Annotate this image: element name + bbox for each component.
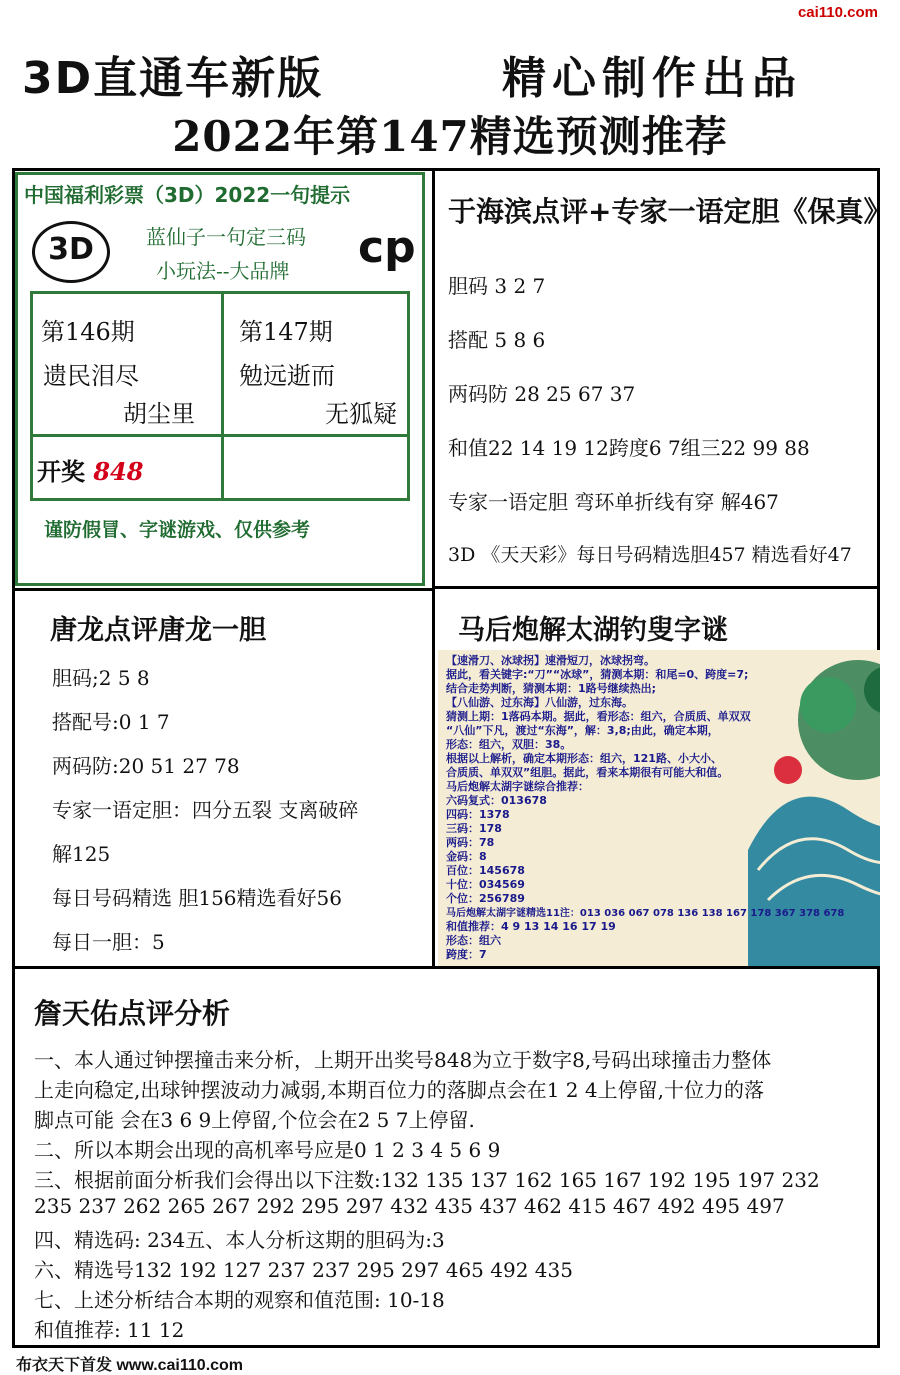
- bottom-section-divider: [12, 966, 880, 969]
- draw-number: 848: [93, 457, 144, 486]
- site-watermark-bottom: [744, 1352, 894, 1372]
- yu-line-2: 搭配 5 8 6: [448, 328, 546, 352]
- riddle-line: 马后炮解太湖字谜综合推荐：: [446, 780, 589, 793]
- riddle-line: 三码：178: [446, 822, 502, 835]
- riddle-line: 形态：组六: [446, 934, 501, 947]
- riddle-line: 猜测上期：1落码本期。据此，看形态：组六，合质质、单双双: [446, 710, 751, 723]
- tang-line-4: 专家一语定胆：四分五裂 支离破碎: [52, 798, 359, 822]
- riddle-line: 跨度：7: [446, 948, 487, 961]
- zhan-line-1: 一、本人通过钟摆撞击来分析，上期开出奖号848为立于数字8,号码出球撞击力整体: [34, 1048, 772, 1072]
- footer-text: 布衣天下首发 www.cai110.com: [16, 1357, 244, 1374]
- riddle-line: 形态：组六，双胆：38。: [446, 738, 572, 751]
- period-147-riddle-b: 无狐疑: [325, 400, 397, 428]
- riddle-line: 金码：8: [446, 850, 487, 863]
- riddle-line: 十位：034569: [446, 878, 525, 891]
- card-head: 中国福利彩票（3D）2022一句提示: [24, 183, 351, 207]
- period-146: 第146期: [41, 318, 135, 346]
- period-147: 第147期: [239, 318, 333, 346]
- riddle-line: 两码：78: [446, 836, 495, 849]
- riddle-line: “八仙”下凡，渡过“东海”，解：3,8;由此，确定本期，: [446, 724, 719, 737]
- riddle-line: 和值推荐：4 9 13 14 16 17 19: [446, 920, 616, 933]
- zhan-line-10: 和值推荐: 11 12: [34, 1318, 185, 1342]
- yu-title: 于海滨点评+专家一语定胆《保真》: [448, 195, 892, 228]
- riddle-line: 据此，看关键字:“刀”“冰球”，猜测本期：和尾=0、跨度=7;: [446, 668, 749, 681]
- riddle-line: 结合走势判断，猜测本期：1路号继续热出;: [446, 682, 657, 695]
- header-right-title: 精心制作出品: [502, 53, 802, 104]
- column-divider: [432, 168, 435, 966]
- logo-3d-icon: 3D: [32, 221, 110, 283]
- yu-line-3: 两码防 28 25 67 37: [448, 382, 636, 406]
- zhan-line-7: 四、精选码: 234五、本人分析这期的胆码为:3: [34, 1228, 445, 1252]
- riddle-line: 百位：145678: [446, 864, 525, 877]
- yu-line-4: 和值22 14 19 12跨度6 7组三22 99 88: [448, 436, 810, 460]
- riddle-line: 【速滑刀、冰球拐】速滑短刀，冰球拐弯。: [446, 654, 655, 667]
- yu-line-5: 专家一语定胆 弯环单折线有穿 解467: [448, 490, 779, 514]
- draw-label: 开奖: [37, 457, 85, 486]
- tang-line-7: 每日一胆：5: [52, 930, 165, 954]
- ma-title: 马后炮解太湖钓叟字谜: [458, 615, 728, 646]
- riddle-line: 个位：256789: [446, 892, 525, 905]
- period-146-riddle-b: 胡尘里: [123, 400, 195, 428]
- zhan-line-8: 六、精选号132 192 127 237 237 295 297 465 492 435: [34, 1258, 573, 1282]
- riddle-line: 六码复式：013678: [446, 794, 547, 807]
- header-subtitle: 2022年第147精选预测推荐: [172, 112, 728, 161]
- tang-line-1: 胆码;2 5 8: [52, 666, 150, 690]
- tang-line-5: 解125: [52, 842, 111, 866]
- logo-cp-icon: cp: [358, 222, 416, 273]
- card-note: 谨防假冒、字谜游戏、仅供参考: [44, 519, 311, 541]
- tang-line-2: 搭配号:0 1 7: [52, 710, 170, 734]
- riddle-grid: [30, 291, 410, 501]
- grid-v-line: [221, 294, 224, 498]
- period-146-riddle-a: 遗民泪尽: [43, 362, 139, 390]
- riddle-line: 合质质、单双双”组胆。据此，看来本期很有可能大和值。: [446, 766, 729, 779]
- riddle-line: 四码：1378: [446, 808, 510, 821]
- riddle-line: 马后炮解太湖字谜精选11注：013 036 067 078 136 138 167 178 367 378 678: [446, 908, 845, 919]
- tang-line-6: 每日号码精选 胆156精选看好56: [52, 886, 342, 910]
- zhan-line-2: 上走向稳定,出球钟摆波动力减弱,本期百位力的落脚点会在1 2 4上停留,十位力的落: [34, 1078, 764, 1102]
- grid-h-line: [33, 434, 407, 437]
- header-left-title: 3D直通车新版: [22, 53, 324, 104]
- zhan-line-5: 三、根据前面分析我们会得出以下注数:132 135 137 162 165 167 192 195 197 232: [34, 1168, 820, 1192]
- yu-line-1: 胆码 3 2 7: [448, 274, 546, 298]
- zhan-line-3: 脚点可能 会在3 6 9上停留,个位会在2 5 7上停留.: [34, 1108, 475, 1132]
- period-147-riddle-a: 勉远逝而: [239, 362, 335, 390]
- left-row-divider: [12, 588, 434, 591]
- zhan-line-6: 235 237 262 265 267 292 295 297 432 435 437 462 415 467 492 495 497: [34, 1194, 785, 1218]
- tang-line-3: 两码防:20 51 27 78: [52, 754, 240, 778]
- draw-result: [37, 452, 143, 487]
- zhan-line-4: 二、所以本期会出现的高机率号应是0 1 2 3 4 5 6 9: [34, 1138, 501, 1162]
- lottery-card: [15, 172, 425, 586]
- tang-title: 唐龙点评唐龙一胆: [50, 615, 266, 646]
- riddle-line: 【八仙游、过东海】八仙游，过东海。: [446, 696, 633, 709]
- zhan-title: 詹天佑点评分析: [34, 997, 231, 1030]
- right-row-divider: [432, 586, 880, 589]
- yu-line-6: 3D 《天天彩》每日号码精选胆457 精选看好47: [448, 544, 852, 566]
- riddle-line: 根据以上解析，确定本期形态：组六，121路、小大小、: [446, 752, 722, 765]
- site-watermark-top: cai110.com: [797, 4, 878, 21]
- card-slogan-1: 蓝仙子一句定三码: [146, 225, 306, 249]
- zhan-line-9: 七、上述分析结合本期的观察和值范围: 10-18: [34, 1288, 445, 1312]
- card-slogan-2: 小玩法--大品牌: [156, 259, 290, 283]
